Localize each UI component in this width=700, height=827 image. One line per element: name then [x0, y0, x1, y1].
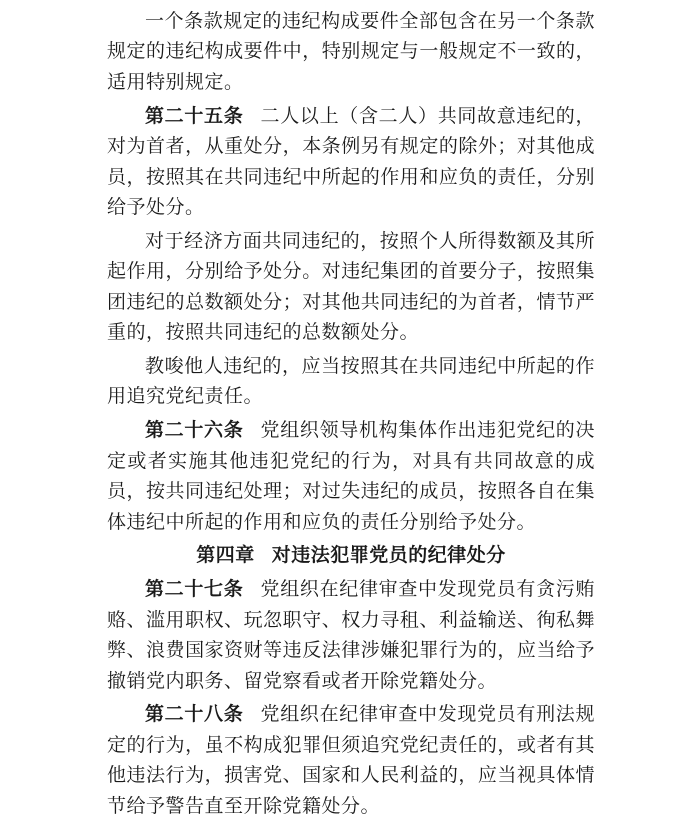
chapter-number: 第四章	[196, 544, 255, 567]
article-28-number: 第二十八条	[145, 703, 244, 726]
document-page	[107, 6, 595, 825]
chapter-title: 对违法犯罪党员的纪律处分	[271, 544, 506, 567]
article-28-paragraph	[107, 699, 595, 821]
article-25-paragraph-2: 对于经济方面共同违纪的，按照个人所得数额及其所起作用，分别给予处分。对违纪集团的首要分子，按照集团违纪的总数额处分；对其他共同违纪的为首者，情节严重的，按照共同违纪的总数额处分。	[107, 229, 595, 344]
article-25-text: 二人以上（含二人）共同故意违纪的，对为首者，从重处分，本条例另有规定的除外；对其他成员，按照其在共同违纪中所起的作用和应负的责任，分别给予处分。	[107, 104, 595, 218]
article-25-paragraph-1	[107, 101, 595, 223]
chapter-heading	[107, 540, 595, 570]
article-26-paragraph	[107, 415, 595, 537]
article-28-text: 党组织在纪律审查中发现党员有刑法规定的行为，虽不构成犯罪但须追究党纪责任的，或者有其他违法行为，损害党、国家和人民利益的，应当视具体情节给予警告直至开除党籍处分。	[107, 703, 595, 817]
article-27-number: 第二十七条	[145, 578, 244, 601]
article-26-number: 第二十六条	[145, 419, 244, 442]
article-25-paragraph-3: 教唆他人违纪的，应当按照其在共同违纪中所起的作用追究党纪责任。	[107, 354, 595, 408]
article-25-number: 第二十五条	[145, 104, 244, 127]
article-27-paragraph	[107, 574, 595, 696]
article-26-text: 党组织领导机构集体作出违犯党纪的决定或者实施其他违犯党纪的行为，对具有共同故意的成员，按共同违纪处理；对过失违纪的成员，按照各自在集体违纪中所起的作用和应负的责任分别给予处分。	[107, 419, 595, 533]
article-27-text: 党组织在纪律审查中发现党员有贪污贿赂、滥用职权、玩忽职守、权力寻租、利益输送、徇私舞弊、浪费国家资财等违反法律涉嫌犯罪行为的，应当给予撤销党内职务、留党察看或者开除党籍处分。	[107, 578, 595, 692]
paragraph-special-provision: 一个条款规定的违纪构成要件全部包含在另一个条款规定的违纪构成要件中，特别规定与一般规定不一致的，适用特别规定。	[107, 10, 595, 93]
